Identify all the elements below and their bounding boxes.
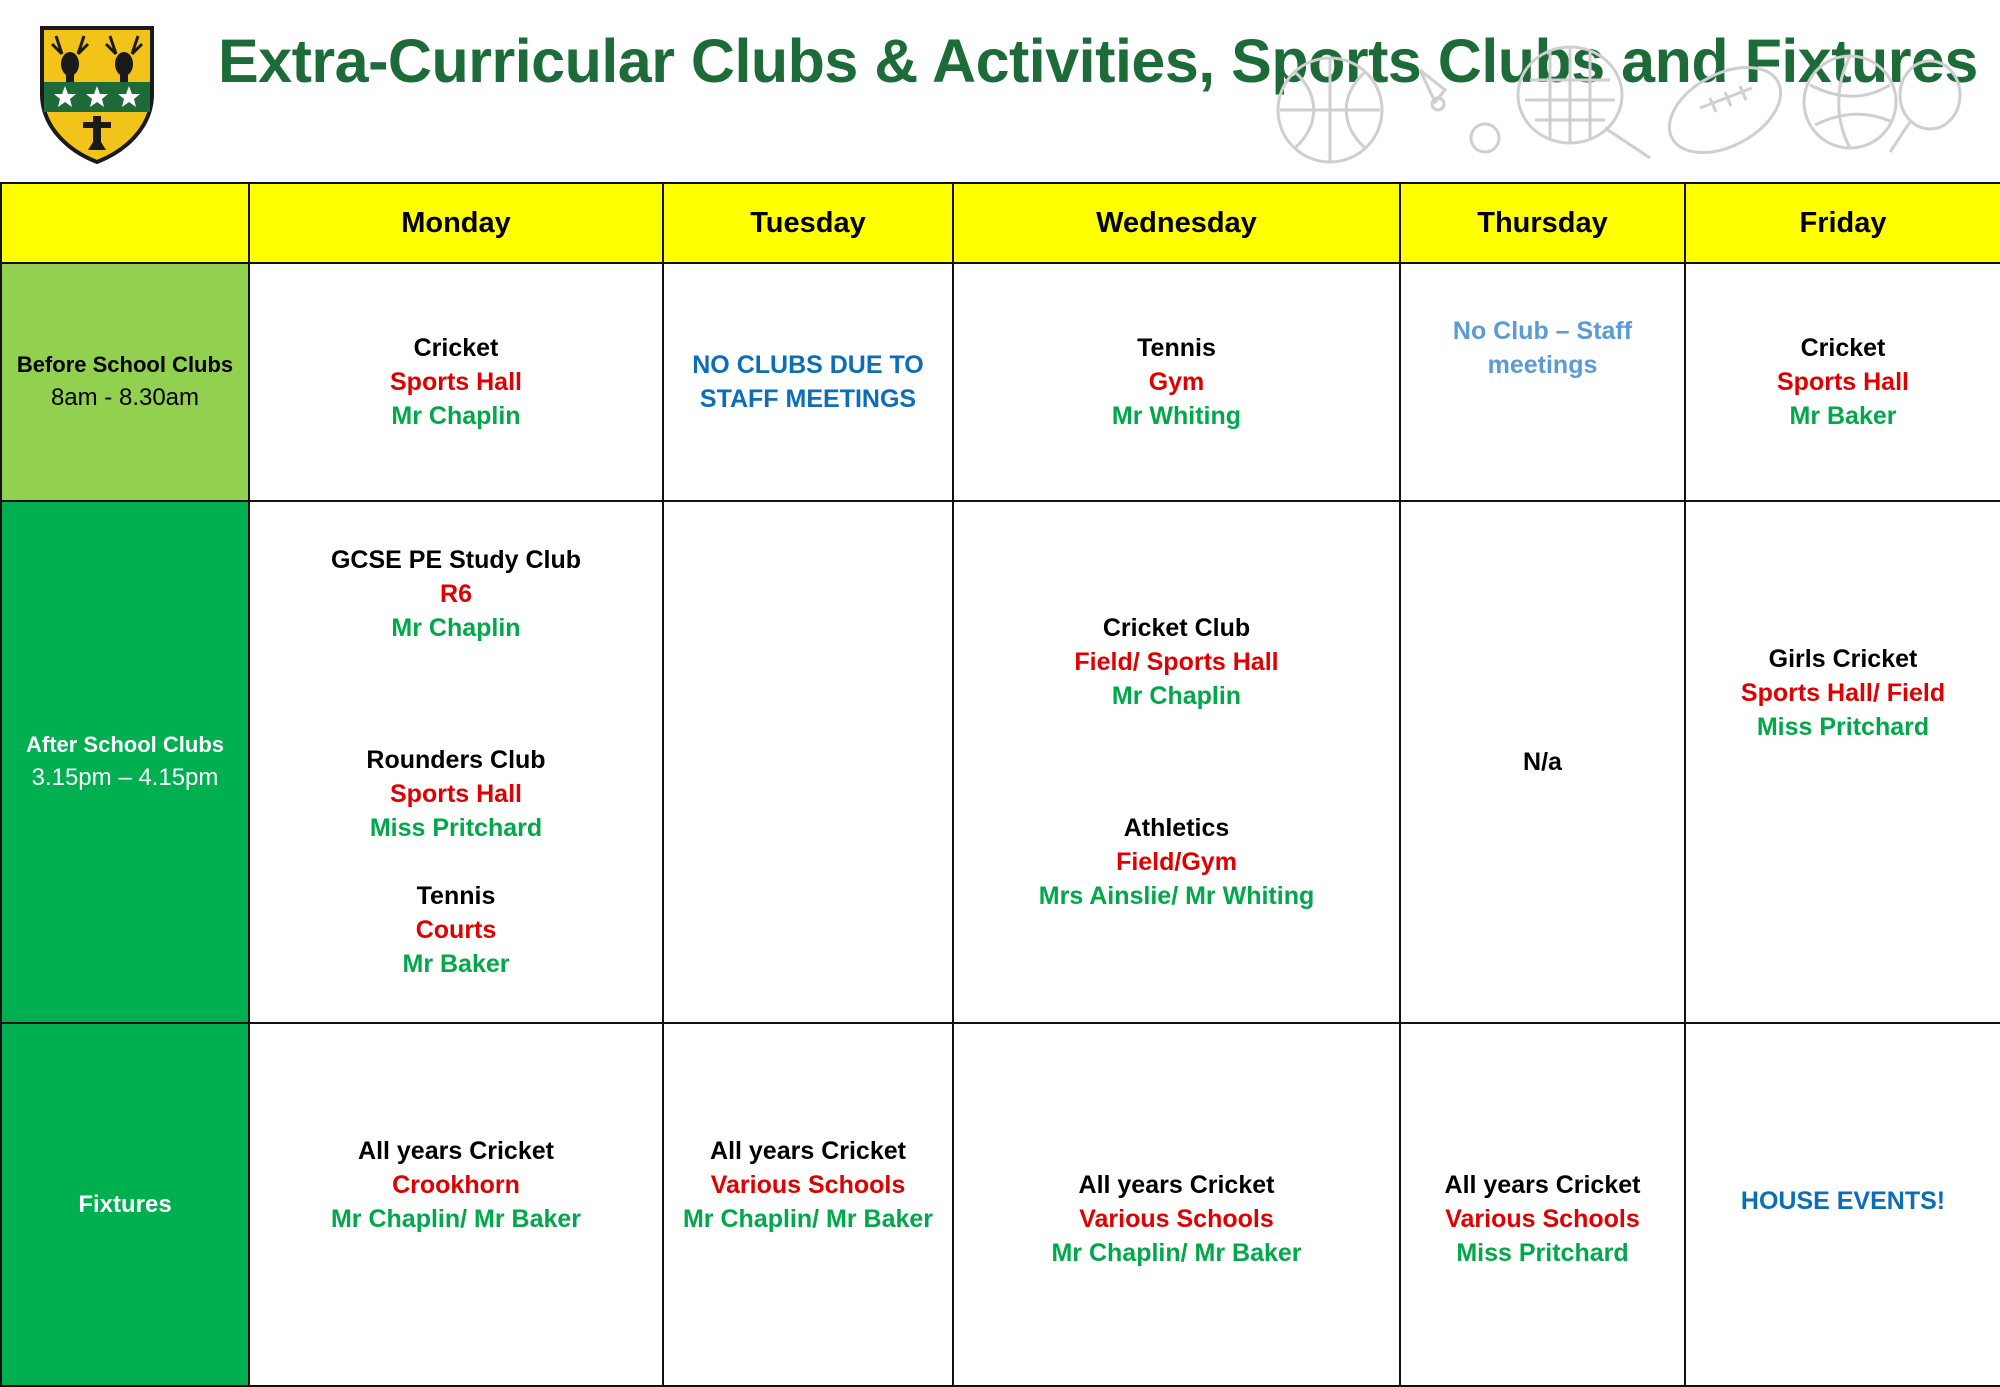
before-monday-cell — [249, 263, 663, 501]
fixture-name: All years Cricket — [358, 1137, 554, 1165]
fixture-name: All years Cricket — [1444, 1171, 1641, 1199]
club-location: Field/ Sports Hall — [1074, 648, 1279, 676]
club-location: Gym — [1148, 368, 1205, 396]
club-staff: Miss Pritchard — [369, 814, 543, 842]
notice-text: STAFF MEETINGS — [699, 385, 917, 413]
club-entry — [250, 879, 662, 981]
fixtures-wednesday-cell — [953, 1023, 1400, 1386]
corner-cell — [1, 183, 249, 263]
fixtures-heading: Fixtures — [1, 1023, 249, 1386]
page-header — [0, 0, 2000, 182]
club-staff: Mr Baker — [402, 950, 510, 978]
page-title: Extra-Curricular Clubs & Activities, Sports Clubs and Fixtures — [218, 27, 1978, 95]
club-name: Tennis — [1137, 334, 1216, 362]
club-entry — [954, 811, 1399, 913]
club-name: Athletics — [1123, 814, 1230, 842]
fixtures-monday-cell — [249, 1023, 663, 1386]
club-location: Courts — [415, 916, 497, 944]
club-name: Girls Cricket — [1768, 645, 1918, 673]
fixtures-thursday-cell — [1400, 1023, 1685, 1386]
fixture-staff: Miss Pritchard — [1456, 1239, 1629, 1267]
club-staff: Mr Chaplin — [391, 614, 521, 642]
before-school-row — [1, 263, 2000, 501]
day-header-thursday: Thursday — [1400, 183, 1685, 263]
after-wednesday-cell — [953, 501, 1400, 1023]
fixture-location: Various Schools — [710, 1171, 906, 1199]
fixtures-row — [1, 1023, 2000, 1386]
club-staff: Mr Baker — [1789, 402, 1897, 430]
after-school-row — [1, 501, 2000, 1023]
club-staff: Mr Chaplin — [1111, 682, 1242, 710]
fixtures-tuesday-cell — [663, 1023, 953, 1386]
notice-text: meetings — [1487, 351, 1598, 379]
fixture-name: All years Cricket — [710, 1137, 906, 1165]
club-entry — [250, 743, 662, 845]
club-location: R6 — [440, 580, 472, 608]
house-events-notice: HOUSE EVENTS! — [1740, 1187, 1946, 1215]
club-staff: Mr Whiting — [1111, 402, 1242, 430]
before-friday-cell — [1685, 263, 2000, 501]
after-friday-cell — [1685, 501, 2000, 1023]
club-location: Field/Gym — [1116, 848, 1237, 876]
after-monday-cell — [249, 501, 663, 1023]
before-thursday-cell — [1400, 263, 1685, 501]
club-staff: Mrs Ainslie/ Mr Whiting — [1038, 882, 1315, 910]
club-entry — [250, 543, 662, 645]
club-location: Sports Hall/ Field — [1740, 679, 1946, 707]
fixtures-friday-cell — [1685, 1023, 2000, 1386]
club-staff: Miss Pritchard — [1756, 713, 1930, 741]
before-wednesday-cell — [953, 263, 1400, 501]
after-tuesday-cell — [663, 501, 953, 1023]
fixture-staff: Mr Chaplin/ Mr Baker — [682, 1205, 934, 1233]
fixture-staff: Mr Chaplin/ Mr Baker — [330, 1205, 582, 1233]
sports-equipment-icon — [1270, 40, 1970, 170]
day-header-row — [1, 183, 2000, 263]
club-name: Tennis — [416, 882, 496, 910]
club-name: Cricket — [413, 334, 499, 362]
fixture-location: Various Schools — [1079, 1205, 1274, 1233]
not-applicable-text: N/a — [1523, 748, 1562, 776]
after-school-heading: After School Clubs 3.15pm – 4.15pm — [1, 501, 249, 1023]
fixture-location: Crookhorn — [392, 1171, 520, 1199]
club-entry — [954, 611, 1399, 713]
fixture-location: Various Schools — [1445, 1205, 1640, 1233]
club-location: Sports Hall — [390, 780, 522, 808]
club-name: GCSE PE Study Club — [330, 546, 582, 574]
club-name: Cricket — [1800, 334, 1886, 362]
day-header-wednesday: Wednesday — [953, 183, 1400, 263]
notice-text: No Club – Staff — [1452, 317, 1633, 345]
notice-text: NO CLUBS DUE TO — [692, 351, 924, 379]
fixture-staff: Mr Chaplin/ Mr Baker — [1051, 1239, 1302, 1267]
club-staff: Mr Chaplin — [391, 402, 521, 430]
club-name: Cricket Club — [1102, 614, 1251, 642]
day-header-monday: Monday — [249, 183, 663, 263]
day-header-friday: Friday — [1685, 183, 2000, 263]
after-thursday-cell — [1400, 501, 1685, 1023]
before-tuesday-cell — [663, 263, 953, 501]
club-name: Rounders Club — [366, 746, 546, 774]
clubs-timetable — [0, 182, 2000, 1387]
school-crest-icon — [38, 24, 156, 166]
fixture-name: All years Cricket — [1078, 1171, 1275, 1199]
club-location: Sports Hall — [390, 368, 522, 396]
before-school-heading: Before School Clubs 8am - 8.30am — [1, 263, 249, 501]
club-location: Sports Hall — [1777, 368, 1909, 396]
day-header-tuesday: Tuesday — [663, 183, 953, 263]
